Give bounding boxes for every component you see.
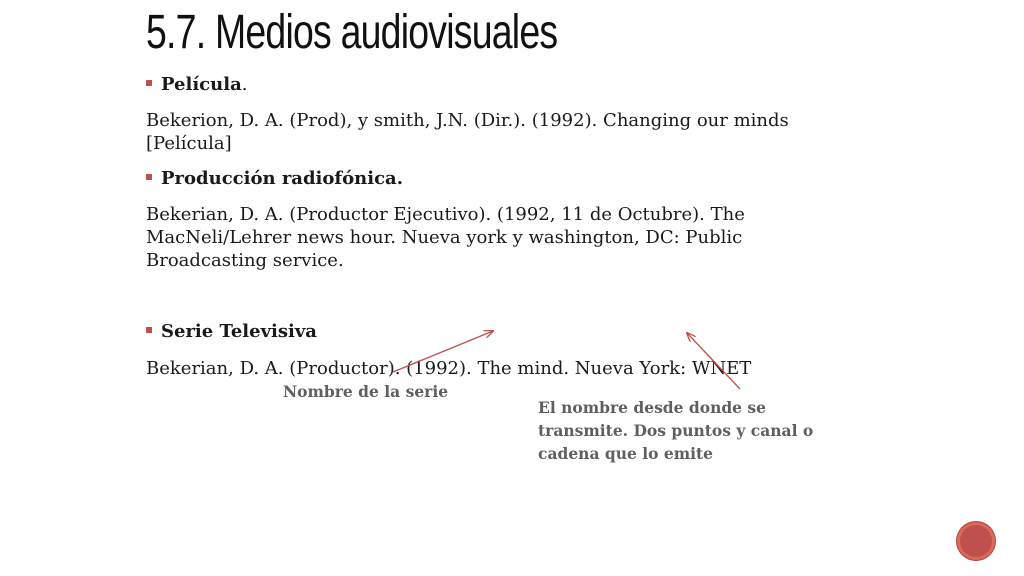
bullet-heading-suffix: .	[241, 74, 248, 95]
bullet-heading: Película	[161, 74, 242, 95]
slide-title: 5.7. Medios audiovisuales	[146, 6, 558, 59]
reference-pelicula: Bekerion, D. A. (Prod), y smith, J.N. (Dir.). (1992). Changing our minds [Película]	[146, 110, 789, 154]
arrow-to-series-name	[393, 331, 493, 372]
arrow-to-broadcast-place	[687, 333, 740, 389]
bullet-heading: Serie Televisiva	[161, 321, 317, 342]
slide-number-badge	[957, 522, 995, 560]
annotation-series-name: Nombre de la serie	[283, 382, 449, 401]
bullet-heading: Producción radiofónica.	[161, 168, 403, 189]
reference-radio: Bekerian, D. A. (Productor Ejecutivo). (1992, 11 de Octubre). The MacNeli/Lehrer news hour. Nueva york y washington, DC: Public Broadcasting service.	[146, 204, 745, 271]
reference-tv: Bekerian, D. A. (Productor). (1992). The mind. Nueva York: WNET	[146, 358, 752, 379]
annotation-broadcast-place: El nombre desde donde se transmite. Dos puntos y canal o cadena que lo emite	[538, 398, 814, 463]
